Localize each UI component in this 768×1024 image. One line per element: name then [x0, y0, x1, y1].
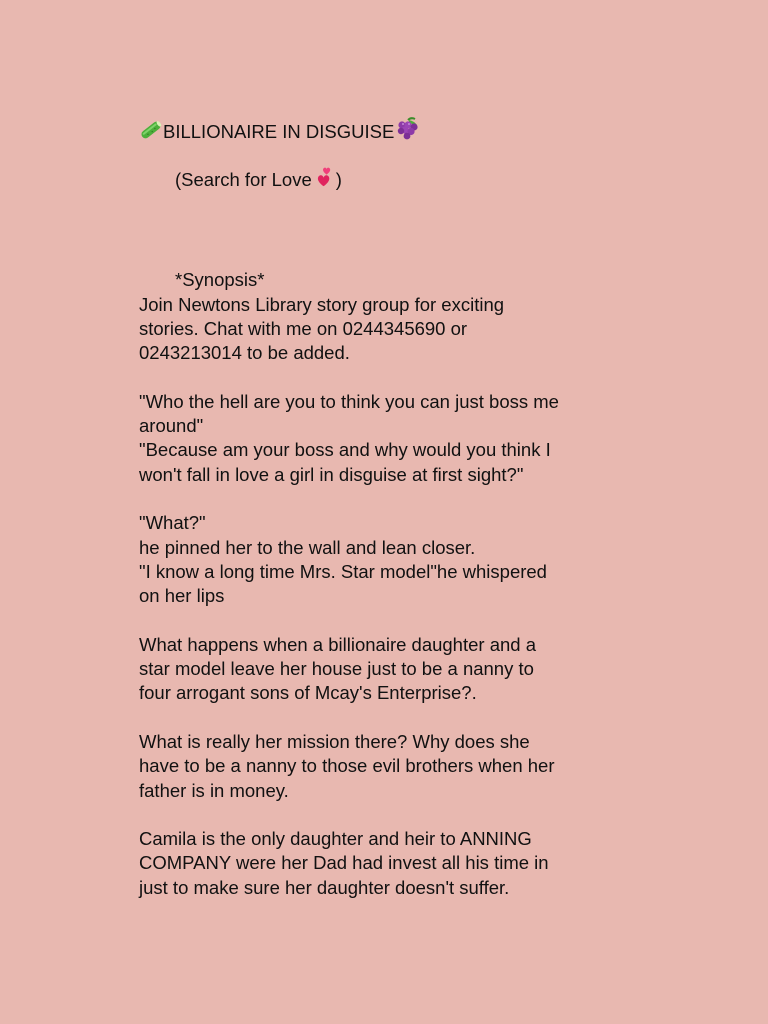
text-line: around"	[139, 415, 204, 437]
text-line: COMPANY were her Dad had invest all his time in	[139, 852, 549, 874]
text-line: Camila is the only daughter and heir to ANNING	[139, 828, 532, 850]
text-line: 0243213014 to be added.	[139, 342, 350, 364]
text-line: What is really her mission there? Why does she	[139, 730, 530, 752]
text-line: Join Newtons Library story group for exciting	[139, 293, 505, 315]
text-line: "What?"	[139, 512, 206, 534]
dialogue-paragraph-2	[139, 511, 639, 608]
text-line: "Who the hell are you to think you can just boss me	[139, 390, 559, 412]
text-line: "Because am your boss and why would you think I	[139, 439, 551, 461]
text-line: stories. Chat with me on 0244345690 or	[139, 317, 468, 339]
what-happens-paragraph	[139, 633, 639, 706]
story-title	[139, 117, 639, 141]
text-line: won't fall in love a girl in disguise at first sight?"	[139, 463, 524, 485]
text-line: father is in money.	[139, 779, 289, 801]
text-line: just to make sure her daughter doesn't suffer.	[139, 876, 510, 898]
grapes-icon	[394, 117, 420, 147]
story-text	[139, 117, 639, 900]
mission-paragraph	[139, 730, 639, 803]
join-group-paragraph	[139, 293, 639, 366]
story-title-text: BILLIONAIRE IN DISGUISE	[163, 121, 395, 142]
text-line: star model leave her house just to be a nanny to	[139, 658, 534, 680]
two-hearts-icon	[312, 167, 336, 195]
text-line: he pinned her to the wall and lean closer.	[139, 536, 476, 558]
synopsis-heading: *Synopsis*	[175, 269, 265, 291]
camila-paragraph	[139, 827, 639, 900]
text-line: four arrogant sons of Mcay's Enterprise?.	[139, 682, 477, 704]
dialogue-paragraph-1	[139, 390, 639, 487]
cucumber-icon	[139, 119, 163, 147]
text-line: "I know a long time Mrs. Star model"he whispered	[139, 560, 547, 582]
text-line: on her lips	[139, 585, 225, 607]
text-line: What happens when a billionaire daughter and a	[139, 633, 537, 655]
story-subtitle: (Search for Love )	[139, 167, 639, 195]
text-line: have to be a nanny to those evil brothers when her	[139, 755, 555, 777]
